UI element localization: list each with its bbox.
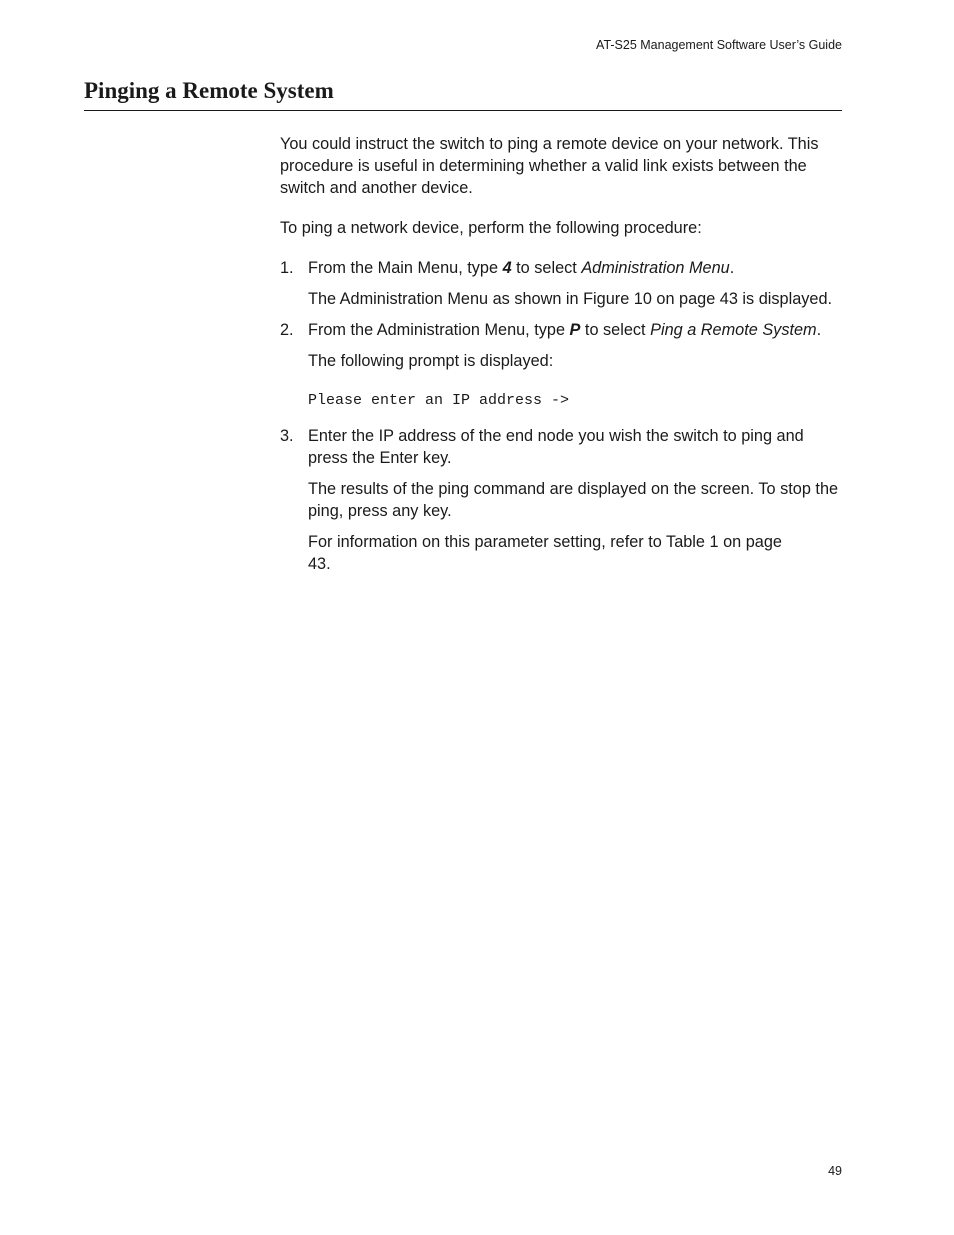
step-note: For information on this parameter setting, refer to Table 1 on page 43. [308, 533, 782, 573]
step-text: From the Main Menu, type [308, 259, 503, 277]
intro-paragraph: You could instruct the switch to ping a remote device on your network. This procedure is useful in determining whether a valid link exists between the switch and another device. [280, 135, 819, 197]
menu-key: P [569, 321, 581, 339]
step-instruction [308, 319, 846, 341]
step-text: . [729, 259, 735, 277]
step-text: . [816, 321, 822, 339]
step-number: 1. [280, 259, 294, 277]
step-result: The following prompt is displayed: [308, 352, 554, 370]
step-text: to select [511, 259, 582, 277]
page-number: 49 [828, 1164, 842, 1178]
step-2 [280, 319, 846, 412]
ip-address-prompt: Please enter an IP address -> [308, 392, 570, 409]
procedure-steps [280, 257, 846, 575]
section-body [280, 133, 846, 575]
running-header: AT-S25 Management Software User’s Guide [596, 38, 842, 52]
step-3 [280, 425, 846, 575]
menu-key: 4 [502, 259, 512, 277]
step-text: to select [580, 321, 651, 339]
menu-option: Administration Menu [581, 259, 730, 277]
step-number: 2. [280, 321, 294, 339]
menu-option: Ping a Remote System [650, 321, 817, 339]
title-rule [84, 110, 842, 111]
step-text: From the Administration Menu, type [308, 321, 570, 339]
step-result: The Administration Menu as shown in Figure 10 on page 43 is displayed. [308, 290, 833, 308]
step-1 [280, 257, 846, 310]
procedure-lead-paragraph: To ping a network device, perform the following procedure: [280, 219, 702, 237]
section-title: Pinging a Remote System [84, 78, 334, 103]
step-instruction: Enter the IP address of the end node you wish the switch to ping and press the Enter key. [308, 427, 804, 467]
step-number: 3. [280, 427, 294, 445]
step-result: The results of the ping command are displayed on the screen. To stop the ping, press any key. [308, 480, 839, 520]
step-instruction [308, 257, 846, 279]
